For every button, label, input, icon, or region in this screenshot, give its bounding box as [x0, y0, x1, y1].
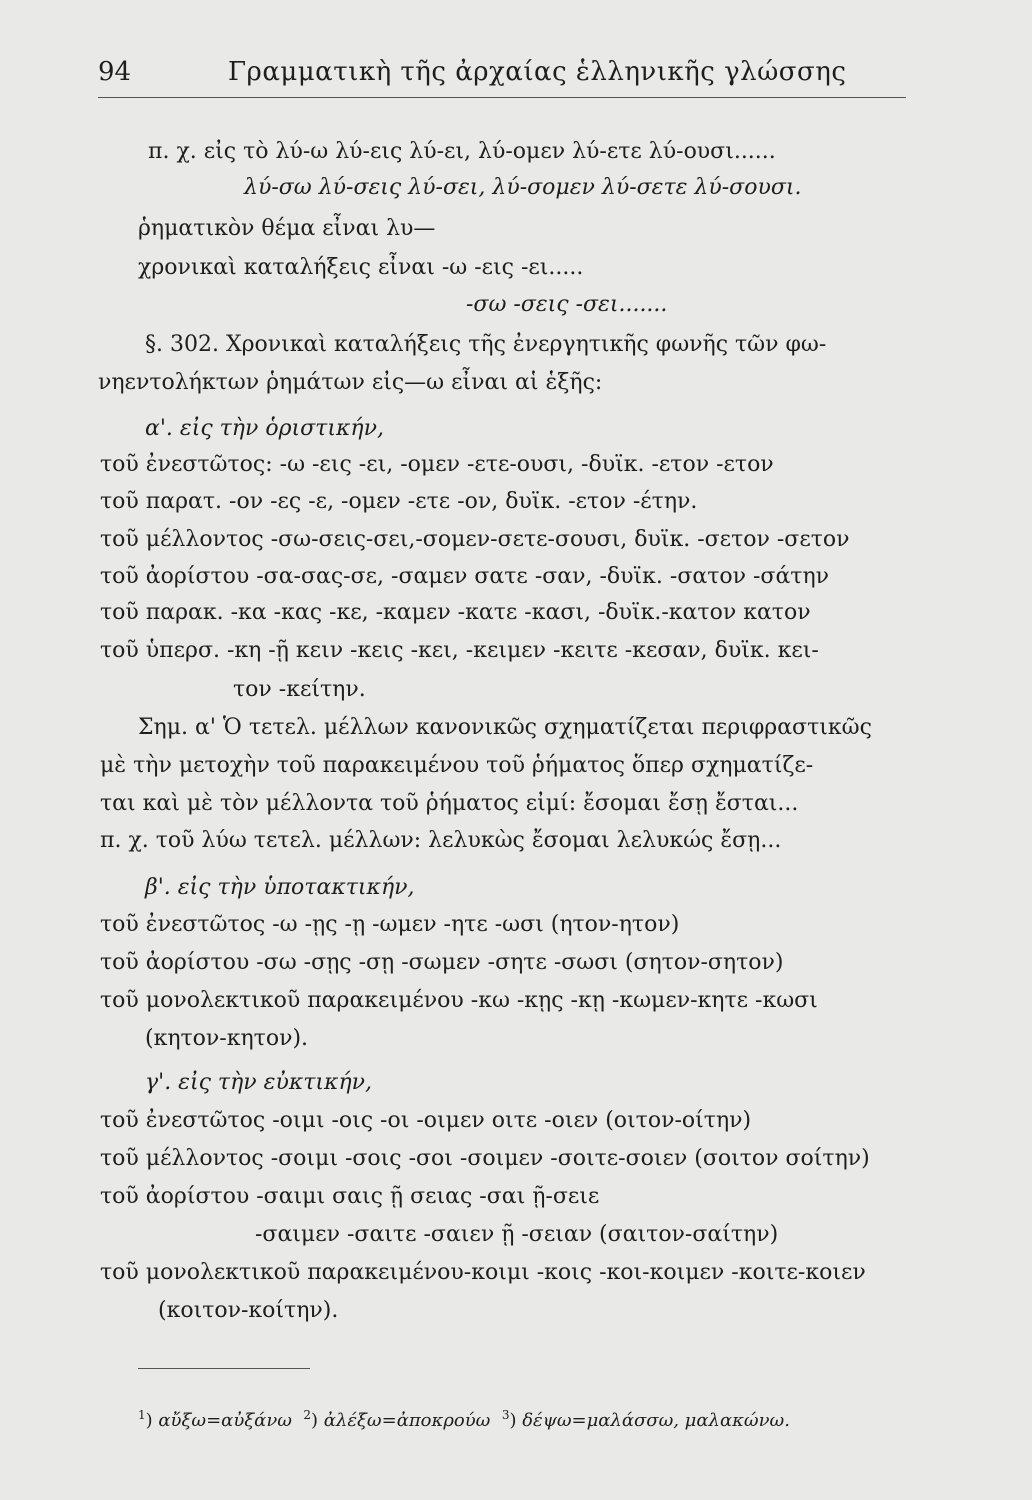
- text-line: τοῦ ἀορίστου -σα-σας-σε, -σαμεν σατε -σαν, -δυϊκ. -σατον -σάτην: [100, 564, 830, 589]
- text-line: τοῦ ἐνεστῶτος -οιμι -οις -οι -οιμεν οιτε -οιεν (οιτον-οίτην): [100, 1108, 752, 1133]
- text-line: τοῦ παρακ. -κα -κας -κε, -καμεν -κατε -κασι, -δυϊκ.-κατον κατον: [100, 600, 811, 625]
- text-line: τον -κείτην.: [233, 677, 366, 702]
- text-line: λύ-σω λύ-σεις λύ-σει, λύ-σομεν λύ-σετε λύ-σουσι.: [244, 175, 802, 200]
- footnote-text: δέψω=μαλάσσω, μαλακώνω.: [522, 1410, 790, 1431]
- running-header: [98, 52, 906, 92]
- footnotes: $^1$) αὔξω=αὐξάνω $^2$) ἀλέξω=ἀποκρούω $^3$) δέψω=μαλάσσω, μαλακώνω.: [138, 1408, 790, 1431]
- text-line: ται καὶ μὲ τὸν μέλλοντα τοῦ ῥήματος εἰμί: ἔσομαι ἔσῃ ἔσται...: [100, 791, 799, 816]
- text-line: νηεντολήκτων ῥημάτων εἰς—ω εἶναι αἱ ἑξῆς:: [98, 370, 603, 395]
- text-line: (κητον-κητον).: [145, 1026, 309, 1051]
- text-line: τοῦ μέλλοντος -σοιμι -σοις -σοι -σοιμεν -σοιτε-σοιεν (σοιτον σοίτην): [100, 1146, 870, 1171]
- footnote-marker: 2: [303, 1408, 312, 1422]
- text-line: τοῦ μονολεκτικοῦ παρακειμένου-κοιμι -κοις -κοι-κοιμεν -κοιτε-κοιεν: [100, 1260, 866, 1285]
- text-line: ῥηματικὸν θέμα εἶναι λυ—: [138, 216, 436, 241]
- subheading-indicative: α'. εἰς τὴν ὁριστικήν,: [145, 416, 384, 441]
- text-line: τοῦ ἀορίστου -σω -σῃς -σῃ -σωμεν -σητε -σωσι (σητον-σητον): [100, 950, 784, 975]
- text-line: χρονικαὶ καταλήξεις εἶναι -ω -εις -ει.....: [138, 255, 584, 280]
- header-rule: [98, 97, 906, 98]
- text-line: μὲ τὴν μετοχὴν τοῦ παρακειμένου τοῦ ῥήματος ὅπερ σχηματίζε-: [100, 753, 814, 778]
- footnote-rule: [138, 1368, 310, 1369]
- text-line: -σαιμεν -σαιτε -σαιεν ῇ -σειαν (σαιτον-σαίτην): [255, 1222, 779, 1247]
- text-line: π. χ. εἰς τὸ λύ-ω λύ-εις λύ-ει, λύ-ομεν λύ-ετε λύ-ουσι......: [148, 139, 776, 164]
- footnote-text: ἀλέξω=ἀποκρούω: [323, 1410, 491, 1431]
- text-line: τοῦ ἀορίστου -σαιμι σαις ῇ σειας -σαι ῇ-σειε: [100, 1184, 600, 1209]
- text-line: (κοιτον-κοίτην).: [158, 1298, 339, 1323]
- text-line: τοῦ ἐνεστῶτος -ω -ῃς -ῃ -ωμεν -ητε -ωσι (ητον-ητον): [100, 912, 680, 937]
- note-line: Σημ. α' Ὁ τετελ. μέλλων κανονικῶς σχηματίζεται περιφραστικῶς: [138, 715, 872, 740]
- text-line: π. χ. τοῦ λύω τετελ. μέλλων: λελυκὼς ἔσομαι λελυκώς ἔσῃ...: [100, 828, 782, 853]
- footnote-marker: 1: [138, 1408, 146, 1422]
- footnote-marker: 3: [501, 1408, 510, 1422]
- text-line: τοῦ ἐνεστῶτος: -ω -εις -ει, -ομεν -ετε-ουσι, -δυϊκ. -ετον -ετον: [100, 452, 774, 477]
- text-line: τοῦ ὑπερσ. -κη -ῇ κειν -κεις -κει, -κειμεν -κειτε -κεσαν, δυϊκ. κει-: [100, 638, 819, 663]
- page-number: 94: [98, 57, 132, 87]
- subheading-subjunctive: β'. εἰς τὴν ὑποτακτικήν,: [145, 875, 415, 900]
- text-line: τοῦ μονολεκτικοῦ παρακειμένου -κω -κῃς -κῃ -κωμεν-κητε -κωσι: [100, 988, 818, 1013]
- running-title: Γραμματικὴ τῆς ἀρχαίας ἑλληνικῆς γλώσσης: [228, 57, 847, 87]
- footnote-text: αὔξω=αὐξάνω: [158, 1410, 292, 1431]
- section-heading-line: §. 302. Χρονικαὶ καταλήξεις τῆς ἐνεργητικῆς φωνῆς τῶν φω-: [145, 332, 827, 357]
- text-line: -σω -σεις -σει.......: [466, 292, 668, 317]
- text-line: τοῦ μέλλοντος -σω-σεις-σει,-σομεν-σετε-σουσι, δυϊκ. -σετον -σετον: [100, 527, 850, 552]
- subheading-optative: γ'. εἰς τὴν εὐκτικήν,: [145, 1070, 373, 1095]
- text-line: τοῦ παρατ. -ον -ες -ε, -ομεν -ετε -ον, δυϊκ. -ετον -έτην.: [100, 489, 698, 514]
